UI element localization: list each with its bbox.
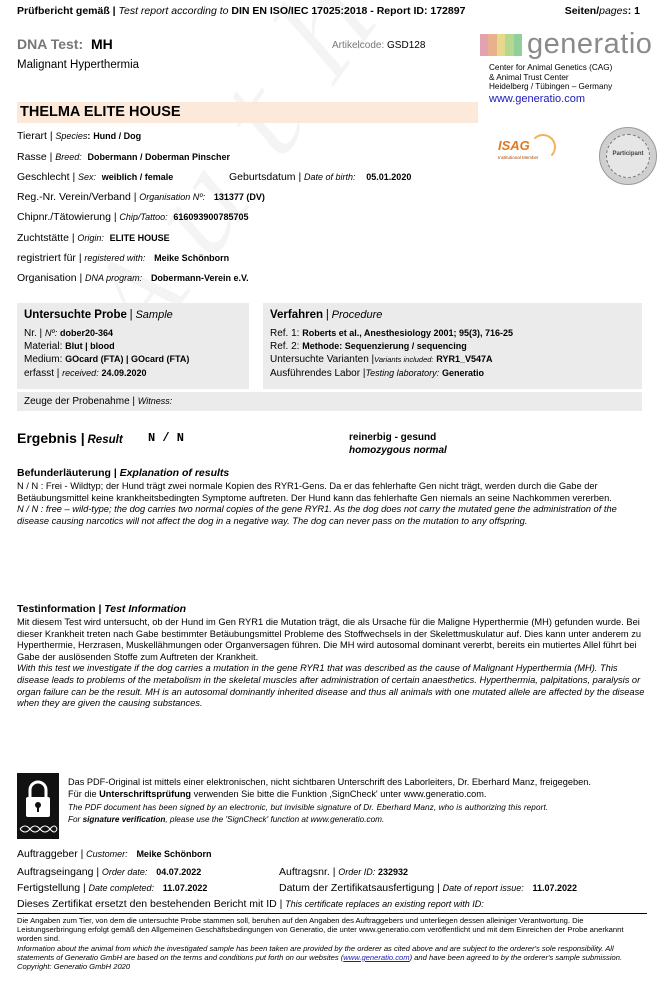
sample-received-row — [24, 368, 147, 379]
order-id-label-en: Order ID: — [338, 867, 376, 877]
organisation-row — [17, 272, 249, 284]
procedure-ref2-value: Methode: Sequenzierung / sequencing — [302, 341, 467, 351]
witness-label-de: Zeuge der Probenahme | — [24, 396, 136, 407]
species-row: Tierart | Species: Hund / Dog — [17, 130, 142, 142]
registered-for-label-de: registriert für | — [17, 252, 82, 264]
testinfo-text — [17, 617, 645, 710]
chip-label-de: Chipnr./Tätowierung | — [17, 211, 117, 223]
registration-value: 131377 (DV) — [213, 192, 265, 202]
signature-en2-b: signature verification — [82, 814, 166, 824]
participant-seal-icon — [599, 127, 657, 185]
sex-row — [17, 171, 173, 183]
origin-label-en: Origin: — [77, 233, 104, 243]
order-date-value: 04.07.2022 — [156, 867, 202, 877]
order-date-row — [17, 866, 201, 878]
registered-for-value: Meike Schönborn — [154, 253, 230, 263]
signature-text — [68, 777, 648, 825]
dob-label-de: Geburtsdatum | — [229, 171, 302, 183]
organisation-label-en: DNA program: — [84, 273, 143, 283]
sex-label-en: Sex: — [77, 172, 96, 182]
customer-value: Meike Schönborn — [136, 849, 212, 859]
procedure-box — [263, 303, 642, 389]
chip-label-en: Chip/Tattoo: — [119, 212, 168, 222]
footer-link[interactable]: www.generatio.com — [343, 952, 410, 962]
sample-title-de: Untersuchte Probe — [24, 309, 127, 321]
dna-test-title — [17, 36, 113, 52]
sample-medium-value: GOcard (FTA) | GOcard (FTA) — [65, 354, 190, 364]
breed-row — [17, 151, 230, 163]
species-value: Hund / Dog — [93, 131, 142, 141]
procedure-variants-value: RYR1_V547A — [436, 354, 493, 364]
sample-nr-label-en: Nº: — [44, 328, 58, 338]
dog-name-banner — [17, 102, 478, 123]
registration-label-de: Reg.-Nr. Verein/Verband | — [17, 191, 137, 203]
order-date-label-en: Order date: — [101, 867, 148, 877]
explanation-title — [17, 467, 229, 479]
explanation-text-de: N / N : Frei - Wildtyp; der Hund trägt zwei normale Kopien des RYR1-Gens. Da er das fehlerhafte Gen nicht trägt, werden durch die Gabe der Betäubungsmittel keine krankheitsbedingten Symptome auftreten. Der Hund kann das fehlerhafte Gen niemals an seine Nachkommen vererben. — [17, 481, 612, 503]
page-count — [565, 5, 640, 17]
isag-logo-text: ISAG — [498, 138, 530, 153]
issue-date-label-de: Datum der Zertifikatsausfertigung | — [279, 882, 440, 894]
dob-row — [229, 171, 411, 183]
signature-de2-b: Unterschriftsprüfung — [99, 788, 192, 799]
report-header-en: Test report according to — [118, 5, 229, 17]
sample-received-value: 24.09.2020 — [101, 368, 147, 378]
species-label-de: Tierart | — [17, 130, 53, 142]
explanation-text — [17, 481, 645, 527]
signature-de2-c: verwenden Sie bitte die Funktion ‚SignCheck' unter www.generatio.com. — [193, 788, 487, 799]
issue-date-value: 11.07.2022 — [532, 883, 578, 893]
result-label-en: Result — [87, 434, 123, 446]
witness-label-en: Witness: — [137, 396, 173, 406]
signature-de2-a: Für die — [68, 788, 97, 799]
procedure-lab-row: Ausführendes Labor |Testing laboratory: Generatio — [270, 368, 484, 379]
report-header-de: Prüfbericht gemäß | — [17, 5, 116, 17]
sex-value: weiblich / female — [101, 172, 174, 182]
witness-row — [24, 396, 172, 407]
breed-label-de: Rasse | — [17, 151, 53, 163]
sample-received-label-de: erfasst | — [24, 368, 60, 379]
result-description-en: homozygous normal — [349, 445, 447, 456]
result-description-de: reinerbig - gesund — [349, 432, 437, 443]
replaces-label-en: This certificate replaces an existing report with ID: — [285, 899, 484, 909]
procedure-lab-label-en: Testing laboratory: — [365, 368, 440, 378]
test-name: Malignant Hyperthermia — [17, 59, 140, 71]
footer-en-2: ) and have been agreed to by the orderer's sample submission. Copyright: Generatio GmbH 2020 — [17, 952, 623, 972]
signature-lock-icon — [17, 773, 59, 839]
footer-divider — [17, 913, 647, 914]
completed-value: 11.07.2022 — [162, 883, 208, 893]
chip-row — [17, 211, 248, 223]
dog-name: THELMA ELITE HOUSE — [20, 104, 181, 120]
pages-en: pages — [599, 5, 628, 17]
origin-value: ELITE HOUSE — [109, 233, 170, 243]
report-header — [17, 5, 465, 17]
procedure-title: Verfahren | Procedure — [270, 309, 383, 321]
dob-label-en: Date of birth: — [303, 172, 356, 182]
order-id-row — [279, 866, 408, 878]
isag-sub: Institutional Member — [498, 155, 539, 160]
sample-material-row — [24, 341, 115, 352]
pages-num: : 1 — [627, 5, 640, 17]
signature-en-line1: The PDF document has been signed by an electronic, but invisible signature of Dr. Eberhard Manz, who is authorizing this report. — [68, 803, 549, 812]
sex-label-de: Geschlecht | — [17, 171, 76, 183]
issue-date-label-en: Date of report issue: — [442, 883, 524, 893]
result-label-de: Ergebnis | — [17, 430, 85, 446]
signature-en-line2 — [68, 814, 648, 826]
signature-de-line2 — [68, 789, 648, 801]
dob-value: 05.01.2020 — [366, 172, 412, 182]
article-code-value: GSD128 — [387, 40, 426, 51]
procedure-ref2-row — [270, 341, 467, 352]
sample-medium-row — [24, 354, 189, 365]
completed-label-de: Fertigstellung | — [17, 882, 86, 894]
procedure-title-en: Procedure — [331, 309, 383, 321]
company-address — [489, 63, 612, 92]
testinfo-text-en: With this test we investigate if the dog carries a mutation in the gene RYR1 that was described as the cause of Malignant Hyperthermia (MH). This disease leads to problems of the metabolism in the skeletal muscles after administration of certain anaesthetics. Hyperthermia, palpitations, paralysis or organ failure can be the result. MH is an autosomal dominantly inherited disease and thus all animals with one mutated allele are affected by the disease when they are given the causing substances. — [17, 663, 645, 709]
origin-label-de: Zuchtstätte | — [17, 232, 75, 244]
sample-medium-label: Medium: — [24, 354, 63, 365]
explanation-title-de: Befunderläuterung | — [17, 467, 117, 479]
procedure-ref1-value: Roberts et al., Anesthesiology 2001; 95(3), 716-25 — [302, 328, 513, 338]
order-date-label-de: Auftragseingang | — [17, 866, 100, 878]
procedure-ref2-label: Ref. 2: — [270, 341, 300, 352]
procedure-variants-label-en: Variants included: — [374, 355, 434, 364]
order-id-value: 232932 — [378, 867, 409, 877]
sample-box — [17, 303, 249, 389]
pages-de: Seiten/ — [564, 5, 600, 17]
order-id-label-de: Auftragsnr. | — [279, 866, 336, 878]
procedure-lab-value: Generatio — [441, 368, 484, 378]
organisation-label-de: Organisation | — [17, 272, 83, 284]
seal-text: Participant — [612, 151, 644, 157]
sample-nr-label-de: Nr. | — [24, 328, 43, 339]
sample-material-value: Blut | blood — [65, 341, 115, 351]
sample-received-label-en: received: — [62, 368, 99, 378]
procedure-ref1-row — [270, 328, 513, 339]
registration-label-en: Organisation Nº: — [139, 192, 206, 202]
sample-title-en: Sample — [135, 309, 173, 321]
procedure-ref1-label: Ref. 1: — [270, 328, 300, 339]
generatio-logo-mark — [480, 34, 522, 56]
organisation-value: Dobermann-Verein e.V. — [150, 273, 249, 283]
dna-test-code: MH — [91, 36, 113, 52]
procedure-lab-label-de: Ausführendes Labor — [270, 368, 361, 379]
origin-row — [17, 232, 170, 244]
customer-row — [17, 848, 211, 860]
company-url-link[interactable]: www.generatio.com — [489, 93, 585, 105]
chip-value: 616093900785705 — [173, 212, 249, 222]
signature-de-line1: Das PDF-Original ist mittels einer elektronischen, nicht sichtbaren Unterschrift des Laborleiters, Dr. Eberhard Manz, freigegeben. — [68, 777, 591, 787]
footer-en — [17, 944, 647, 972]
result-genotype: N / N — [148, 431, 185, 445]
footer-disclaimer — [17, 916, 647, 971]
replaces-label-de: Dieses Zertifikat ersetzt den bestehenden Bericht mit ID | — [17, 898, 283, 910]
registered-for-row — [17, 252, 229, 264]
article-code-label: Artikelcode: — [332, 40, 385, 51]
dna-test-label: DNA Test: — [17, 36, 84, 52]
completed-label-en: Date completed: — [88, 883, 155, 893]
registration-row — [17, 191, 265, 203]
testinfo-title-de: Testinformation | — [17, 603, 102, 615]
procedure-variants-row: Untersuchte Varianten |Variants included: RYR1_V547A — [270, 354, 493, 365]
result-row — [17, 430, 123, 446]
procedure-title-de: Verfahren — [270, 309, 324, 321]
breed-label-en: Breed: — [55, 152, 82, 162]
report-id: DIN EN ISO/IEC 17025:2018 - Report ID: 172897 — [231, 5, 466, 17]
footer-de: Die Angaben zum Tier, von dem die untersuchte Probe stammen soll, beruhen auf den Angaben des Auftraggebers und unterliegen dessen alleiniger Verantwortung. Die Leistungserbringung erfolgt gemäß den Allgemeinen Geschäftsbedingungen von Generatio, die unter www.generatio.com veröffentlicht und mit dem Einreichen der Probe anerkannt worden sind. — [17, 916, 624, 944]
sample-material-label: Material: — [24, 341, 63, 352]
generatio-logo-text: generatio — [527, 28, 653, 60]
replaces-row — [17, 898, 484, 910]
sample-nr-value: dober20-364 — [60, 328, 114, 338]
procedure-variants-label-de: Untersuchte Varianten — [270, 354, 369, 365]
sample-title: Untersuchte Probe | Sample — [24, 309, 173, 321]
explanation-text-en: N / N : free – wild-type; the dog carries two normal copies of the gene RYR1. As the dog does not carry the mutated gene the administration of the disease causing narcotics will not affect the dog in a negative way. The dog can never pass on the mutation to any offspring. — [17, 504, 617, 526]
signature-en2-a: For — [68, 814, 81, 824]
sample-nr-row — [24, 328, 113, 339]
breed-value: Dobermann / Doberman Pinscher — [87, 152, 231, 162]
registered-for-label-en: registered with: — [84, 253, 146, 263]
article-code — [332, 40, 425, 51]
issue-date-row — [279, 882, 577, 894]
testinfo-title-en: Test Information — [104, 603, 187, 615]
isag-logo — [498, 134, 560, 164]
witness-box — [17, 392, 642, 411]
company-line-2: & Animal Trust Center — [489, 72, 569, 82]
testinfo-title — [17, 603, 186, 615]
customer-label-en: Customer: — [86, 849, 128, 859]
testinfo-text-de: Mit diesem Test wird untersucht, ob der Hund im Gen RYR1 die Mutation trägt, die als Ursache für die Maligne Hyperthermie (MH) gefunden wurde. Bei dieser Krankheit treten nach Gabe bestimmter Betäubungsmittel Probleme des Stoffwechsels in der Skelettmuskulatur auf. Dies kann unter anderem zu Hyperthermie, Herzrasen, Muskellähmungen oder Organversagen führen. Die MH wird autosomal dominant vererbt, bereits ein mutiertes Allel führt bei Gabe der auslösenden Stoffe zum Auftreten der Krankheit. — [17, 617, 642, 662]
species-label-en: Species — [55, 131, 88, 141]
company-line-3: Heidelberg / Tübingen – Germany — [489, 82, 613, 91]
footer-en-1: Information about the animal from which the investigated sample has been taken are provided by the orderer as cited above and are subject to the orderer's sole responsibility. All statements of Generatio GmbH are based on the terms and conditions put forth on our websites ( — [17, 943, 614, 962]
customer-label-de: Auftraggeber | — [17, 848, 84, 860]
signature-en2-c: , please use the 'SignCheck' function at www.generatio.com. — [165, 814, 385, 824]
completed-row — [17, 882, 207, 894]
company-line-1: Center for Animal Genetics (CAG) — [489, 63, 613, 72]
explanation-title-en: Explanation of results — [119, 467, 230, 479]
